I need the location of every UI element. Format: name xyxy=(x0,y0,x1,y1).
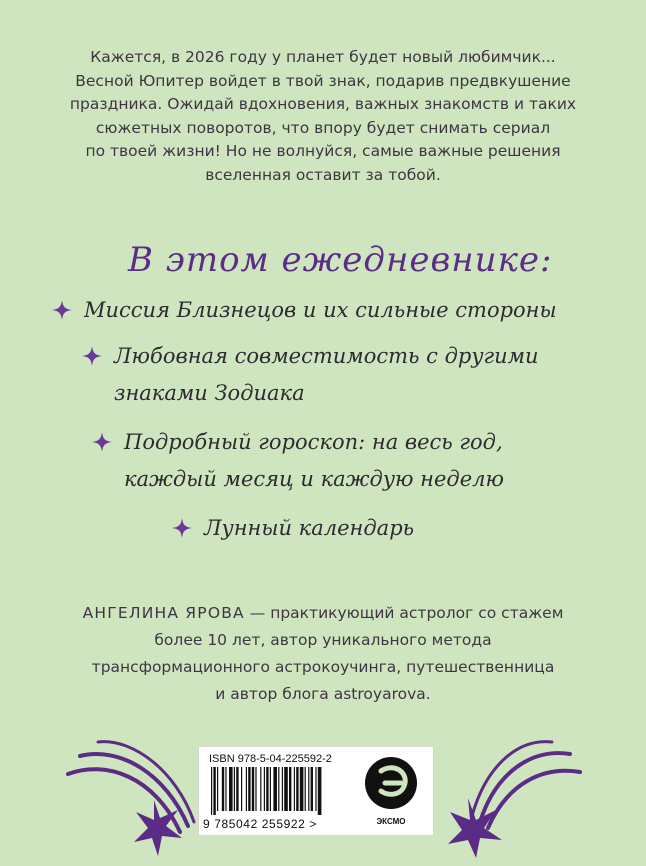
publisher-name: ЭКСМО xyxy=(376,817,406,826)
feature-item xyxy=(204,510,414,547)
barcode-bar xyxy=(213,767,215,815)
barcode-bar xyxy=(229,767,233,811)
barcode-bar xyxy=(284,767,288,811)
sparkle-icon xyxy=(52,300,72,320)
barcode-bar xyxy=(225,767,226,811)
barcode-bar xyxy=(266,767,268,811)
barcode-bar xyxy=(311,767,313,811)
feature-line: каждый месяц и каждую неделю xyxy=(124,467,505,491)
feature-item xyxy=(124,424,504,498)
author-line: трансформационного астрокоучинга, путешественница xyxy=(91,658,555,676)
barcode-bar xyxy=(217,767,218,811)
author-line: более 10 лет, автор уникального метода xyxy=(154,631,492,649)
barcode-bar xyxy=(273,767,277,811)
barcode-bar xyxy=(294,767,295,811)
feature-item xyxy=(84,292,557,329)
barcode-bar xyxy=(234,767,235,811)
barcode-bar xyxy=(260,767,261,811)
barcode-bar xyxy=(296,767,298,811)
sparkle-icon xyxy=(82,346,102,366)
barcode-bar xyxy=(305,767,306,811)
author-line xyxy=(60,600,586,627)
barcode-bar xyxy=(278,767,279,811)
barcode-bar xyxy=(289,767,291,811)
barcode-bars xyxy=(209,767,359,815)
intro-line: Весной Юпитер войдет в твой знак, подарив предвкушение xyxy=(75,71,571,90)
shooting-star-right-icon xyxy=(440,740,590,860)
barcode-bar xyxy=(255,767,256,811)
author-bio xyxy=(60,600,586,708)
features-heading: В этом ежедневнике: xyxy=(128,240,553,280)
intro-line: сюжетных поворотов, что впору будет снимать сериал xyxy=(95,118,551,137)
author-line-rest: — практикующий астролог со стажем xyxy=(244,604,564,622)
feature-line: Лунный календарь xyxy=(204,516,415,540)
intro-line: праздника. Ожидай вдохновения, важных знакомств и таких xyxy=(69,95,577,114)
barcode-bar xyxy=(264,767,265,811)
author-line: и автор блога astroyarova. xyxy=(215,685,431,703)
feature-line: знаками Зодиака xyxy=(114,381,305,405)
barcode-bar xyxy=(282,767,283,811)
barcode-bar xyxy=(236,767,238,811)
publisher-logo xyxy=(361,751,421,826)
barcode-bar xyxy=(241,767,242,811)
barcode-bar xyxy=(318,767,322,815)
eksmo-logo-icon xyxy=(361,751,421,815)
barcode-bar xyxy=(308,767,309,811)
feature-item xyxy=(114,338,539,412)
barcode-bar xyxy=(252,767,254,811)
barcode-bar xyxy=(248,767,250,811)
barcode-bar xyxy=(246,767,247,811)
sparkle-icon xyxy=(172,518,192,538)
barcode-bar xyxy=(270,767,271,811)
intro-line: вселенная оставит за тобой. xyxy=(205,165,441,184)
barcode-bar xyxy=(315,767,316,811)
feature-line: Подробный гороскоп: на весь год, xyxy=(124,430,503,454)
feature-line: Миссия Близнецов и их сильные стороны xyxy=(84,298,557,322)
barcode-bar xyxy=(211,767,212,815)
barcode-bar xyxy=(300,767,304,811)
sparkle-icon xyxy=(92,432,112,452)
feature-line: Любовная совместимость с другими xyxy=(114,344,539,368)
isbn-number: ISBN 978-5-04-225592-2 xyxy=(209,753,332,765)
barcode-bar xyxy=(222,767,224,811)
intro-line: Кажется, в 2026 году у планет будет новый любимчик... xyxy=(90,48,556,66)
intro-line: по твоей жизни! Но не волнуйся, самые важные решения xyxy=(85,142,561,161)
shooting-star-left-icon xyxy=(62,740,202,860)
author-name: АНГЕЛИНА ЯРОВА xyxy=(82,604,245,622)
barcode-digits: 9 785042 255922 > xyxy=(203,817,317,831)
